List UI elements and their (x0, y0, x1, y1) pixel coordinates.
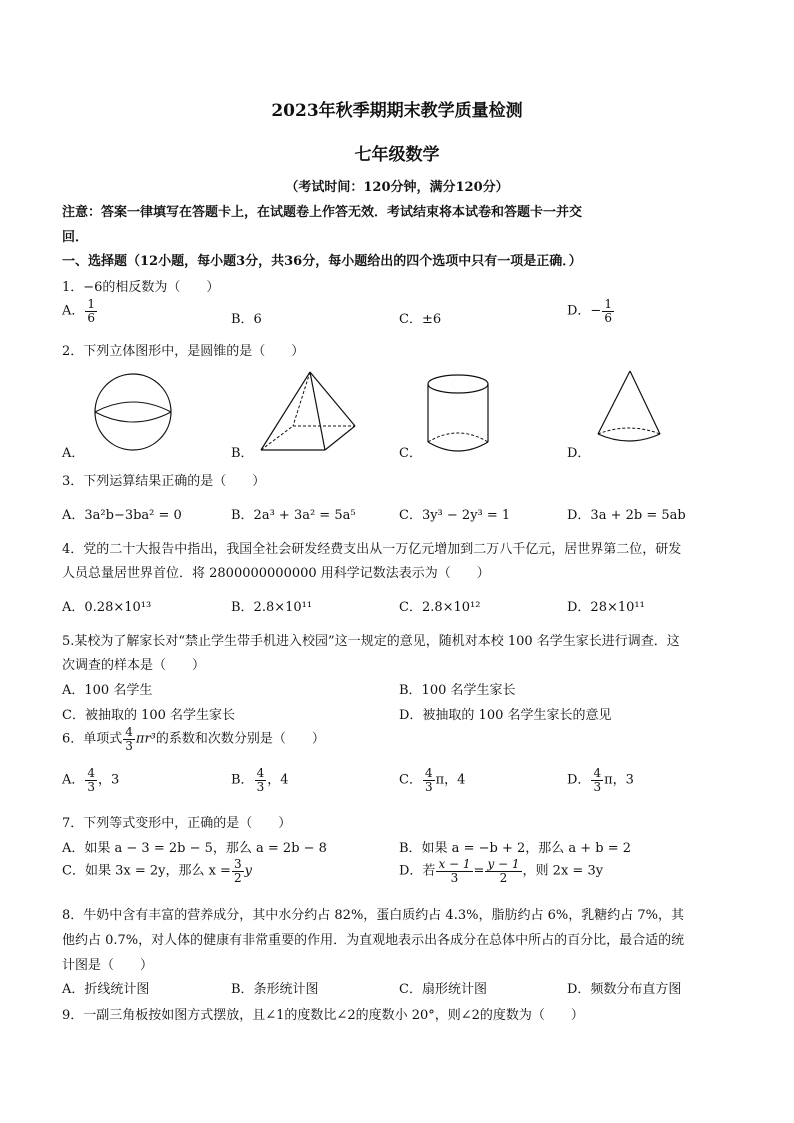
exam-info: （考试时间：120分钟，满分120分） (285, 180, 509, 195)
q1-option-d: D．− $\frac{1}{6}$ (567, 297, 612, 325)
q6-option-b: B． $\frac{4}{3}$ ，4 (231, 766, 289, 794)
q4-option-b: B．2.8×10¹¹ (231, 600, 313, 615)
q3-option-a: A．3a²b−3ba² = 0 (62, 508, 182, 523)
q2-option-c: C． (399, 446, 422, 461)
q6-stem: 6．单项式 $\frac{4}{3}$ πr³的系数和次数分别是（ ） (62, 725, 325, 753)
section-heading: 一、选择题（12小题，每小题3分，共36分，每小题给出的四个选项中只有一项是正确．） (62, 254, 582, 269)
notice-line-2: 回． (62, 230, 89, 245)
q4-stem-line-1: 4．党的二十大报告中指出，我国全社会研发经费支出从一万亿元增加到二万八千亿元，居世界第二位，研发 (62, 542, 682, 557)
q7-stem: 7．下列等式变形中，正确的是（ ） (62, 816, 292, 831)
q6-option-c: C． $\frac{4}{3}$ π，4 (399, 766, 466, 794)
q5-stem-line-2: 次调查的样本是（ ） (62, 658, 206, 673)
q4-stem-line-2: 人员总量居世界首位．将 2800000000000 用科学记数法表示为（ ） (62, 566, 490, 581)
q7-option-a: A．如果 a − 3 = 2b − 5，那么 a = 2b − 8 (62, 841, 327, 856)
q1-option-a: A． $\frac{1}{6}$ (62, 297, 96, 325)
q7-option-c: C．如果 3x = 2y，那么 x = $\frac{3}{2}$ y (62, 857, 252, 885)
q5-option-d: D．被抽取的 100 名学生家长的意见 (399, 708, 612, 723)
q5-stem-line-1: 5.某校为了解家长对“禁止学生带手机进入校园”这一规定的意见，随机对本校 100 名学生家长进行调查．这 (62, 634, 680, 649)
q6-option-a: A． $\frac{4}{3}$ ，3 (62, 766, 120, 794)
q8-stem-line-1: 8．牛奶中含有丰富的营养成分，其中水分约占 82%，蛋白质约占 4.3%，脂肪约占 6%，乳糖约占 7%，其 (62, 908, 684, 923)
exam-subject: 七年级数学 (354, 145, 440, 165)
notice-line-1: 注意：答案一律填写在答题卡上，在试题卷上作答无效．考试结束将本试卷和答题卡一并交 (62, 205, 583, 220)
cylinder-figure (424, 372, 492, 456)
q1-stem: 1．−6的相反数为（ ） (62, 280, 220, 295)
pyramid-figure (255, 368, 360, 454)
q5-option-c: C．被抽取的 100 名学生家长 (62, 708, 236, 723)
cone-figure (592, 368, 664, 446)
q2-option-d: D． (567, 446, 591, 461)
sphere-figure (88, 372, 178, 452)
q3-option-c: C．3y³ − 2y³ = 1 (399, 508, 511, 523)
q1-option-b: B．6 (231, 312, 262, 327)
q4-option-a: A．0.28×10¹³ (62, 600, 152, 615)
q8-option-a: A．折线统计图 (62, 982, 150, 997)
q3-option-b: B．2a³ + 3a² = 5a⁵ (231, 508, 356, 523)
q1-option-c: C．±6 (399, 312, 442, 327)
q8-stem-line-3: 计图是（ ） (62, 958, 154, 973)
q3-option-d: D．3a + 2b = 5ab (567, 508, 686, 523)
q2-option-b: B． (231, 446, 254, 461)
q5-option-b: B．100 名学生家长 (399, 683, 516, 698)
q6-option-d: D． $\frac{4}{3}$ π，3 (567, 766, 634, 794)
q3-stem: 3．下列运算结果正确的是（ ） (62, 474, 266, 489)
q7-option-d: D．若 $\frac{x - 1}{3}$ = $\frac{y - 1}{2}$ ，则 2x = 3y (399, 857, 604, 885)
q8-option-d: D．频数分布直方图 (567, 982, 682, 997)
q4-option-d: D．28×10¹¹ (567, 600, 645, 615)
q8-option-c: C．扇形统计图 (399, 982, 487, 997)
q2-option-a: A． (62, 446, 85, 461)
q7-option-b: B．如果 a = −b + 2，那么 a + b = 2 (399, 841, 632, 856)
q4-option-c: C．2.8×10¹² (399, 600, 481, 615)
q8-option-b: B．条形统计图 (231, 982, 319, 997)
q8-stem-line-2: 他约占 0.7%，对人体的健康有非常重要的作用．为直观地表示出各成分在总体中所占的百分比，最合适的统 (62, 933, 685, 948)
q5-option-a: A．100 名学生 (62, 683, 153, 698)
q9-stem: 9．一副三角板按如图方式摆放，且∠1的度数比∠2的度数小 20°，则∠2的度数为（ ） (62, 1008, 584, 1023)
q2-stem: 2．下列立体图形中，是圆锥的是（ ） (62, 344, 305, 359)
exam-title: 2023年秋季期期末教学质量检测 (271, 101, 523, 121)
